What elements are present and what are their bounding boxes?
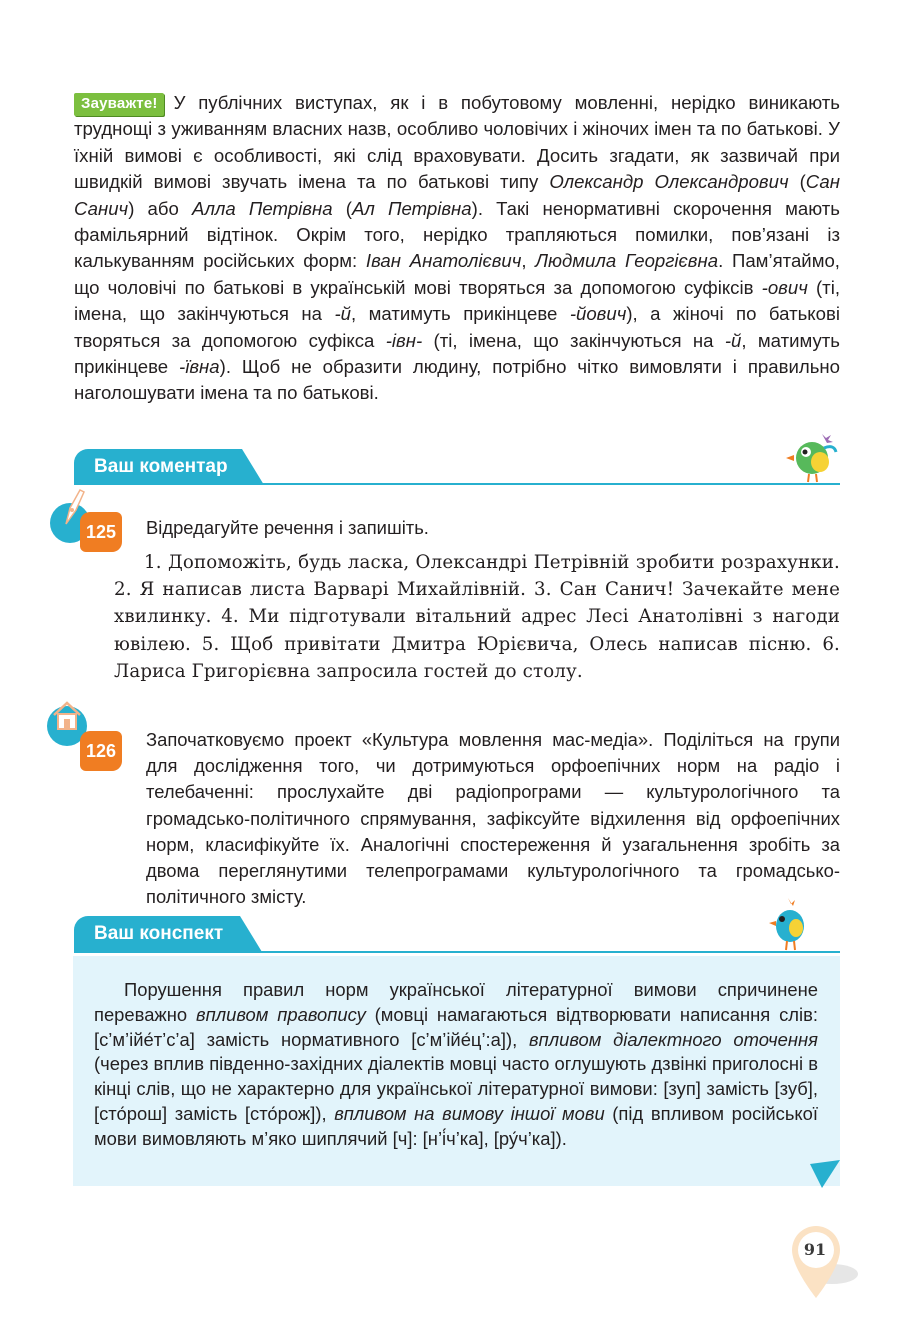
bird-icon (766, 896, 812, 952)
summary-text: Порушення правил норм української літературної вимови спричинене переважно впливом правопису (мовці намагаються відтворювати написання слів: [с’м’ійе́т’с’а] замість нормативного [с’м’ійе́ц’:а]), впливом діалектного оточення (через вплив південно-західних діалектів мовці часто оглушують дзвінкі приголосні в кінці слів, що не характерно для української літературної вимови: [зуп] замість [зуб], [сто́рош] замість [сто́рож]), впливом на вимову іншої мови (під впливом російської мови вимовляють м’яко шиплячий [ч]: [н’і́ч’ка], [ру́ч’ка]). (94, 979, 819, 1149)
note-paragraph: Зауважте! У публічних виступах, як і в побутовому мовленні, нерідко виникають труднощі з уживанням власних назв, особливо чоловічих і жіночих імен та по батькові. У їхній вимові є особливості, які слід враховувати. Досить згадати, як зазвичай при швидкій вимові звучать імена та по батькові типу Олександр Олександрович (Сан Санич) або Алла Петрівна (Ал Петрівна). Такі ненормативні скорочення мають фамільярний відтінок. Окрім того, нерідко трапляються помилки, пов’язані із калькуванням російських форм: Іван Анатолієвич, Людмила Георгієвна. Пам’ятаймо, що чоловічі по батькові в українській мові творяться за допомогою суфіксів -ович (ті, імена, що закінчуються на -й, матимуть прикінцеве -йович), а жіночі по батькові творяться за допомогою суфікса -івн- (ті, імена, що закінчуються на -й, матимуть прикінцеве -ївна). Щоб не образити людину, потрібно чітко вимовляти і правильно наголошувати імена та по батькові. (74, 92, 841, 404)
note-badge: Зауважте! (74, 93, 164, 116)
exercise-126-text: Започатковуємо проект «Культура мовлення мас-медіа». Поділіться на групи для дослідження того, чи дотримуються орфоепічних норм на радіо і телебаченні: прослухайте дві радіопрограми — культурологічного та громадсько-політичного спрямування, зафіксуйте відхилення від орфоепічних норм, класифікуйте їх. Аналогічні спостереження й узагальнення зробіть за двома переглянутими телепрограмами культурологічного та громадсько-політичного змісту. (146, 729, 840, 908)
section-summary-header: Ваш конспект (74, 916, 240, 952)
exercise-125-text: 1. Допоможіть, будь ласка, Олександрі Петрівній зробити розрахунки. 2. Я написав листа Варварі Михайлівній. 3. Сан Санич! Зачекайте мене хвилинку. 4. Ми підготували вітальний адрес Лесі Анатолівні з нагоди ювілею. 5. Щоб привітати Дмитра Юрієвича, Олесь написав пісню. 6. Лариса Григорієвна запросила гостей до столу. (114, 552, 840, 682)
exercise-125-number: 125 (80, 512, 122, 552)
bird-icon (784, 428, 840, 484)
section-summary-divider (74, 951, 840, 953)
exercise-126-number: 126 (80, 731, 122, 771)
corner-triangle-icon (810, 1160, 840, 1188)
house-icon (50, 699, 84, 733)
section-comment-header: Ваш коментар (74, 449, 242, 485)
page-pin-icon (784, 1222, 864, 1302)
section-comment-divider (74, 483, 840, 485)
page-number: 91 (803, 1240, 827, 1259)
exercise-125-instruction: Відредагуйте речення і запишіть. (146, 517, 429, 538)
